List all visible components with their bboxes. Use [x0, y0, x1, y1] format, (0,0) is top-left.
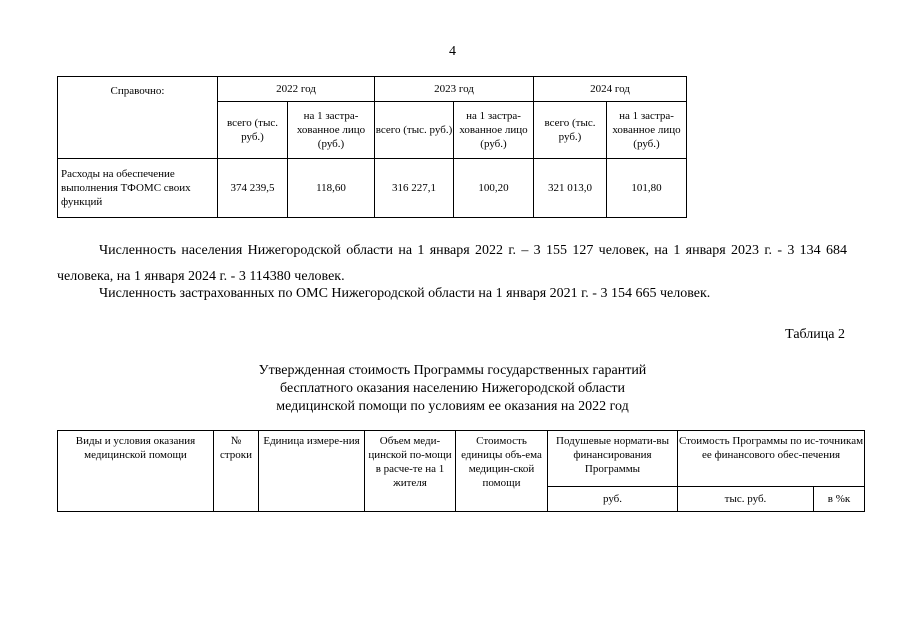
unit-thousand-rub: тыс. руб. — [678, 487, 814, 512]
expense-row-label: Расходы на обеспечение выполнения ТФОМС своих функций — [58, 159, 218, 218]
year-2023-header: 2023 год — [375, 77, 534, 102]
year-2024-header: 2024 год — [534, 77, 687, 102]
value-cell: 316 227,1 — [375, 159, 454, 218]
value-cell: 118,60 — [288, 159, 375, 218]
per-person-subheader: на 1 застра-хованное лицо (руб.) — [454, 102, 534, 159]
value-cell: 321 013,0 — [534, 159, 607, 218]
program-cost-table — [57, 430, 865, 512]
header-volume: Объем меди-цинской по-мощи в расче-те на 1 жителя — [365, 431, 456, 512]
title-line: бесплатного оказания населению Нижегородской области — [280, 381, 625, 396]
header-unit: Единица измере-ния — [259, 431, 365, 512]
table-title — [0, 362, 905, 416]
header-unit-cost: Стоимость единицы объ-ема медицин-ской помощи — [456, 431, 548, 512]
per-person-subheader: на 1 застра-хованное лицо (руб.) — [288, 102, 375, 159]
total-subheader: всего (тыс. руб.) — [218, 102, 288, 159]
header-care-type: Виды и условия оказания медицинской помощи — [58, 431, 214, 512]
per-person-subheader: на 1 застра-хованное лицо (руб.) — [607, 102, 687, 159]
title-line: медицинской помощи по условиям ее оказания на 2022 год — [276, 399, 629, 414]
insured-paragraph: Численность застрахованных по ОМС Нижегородской области на 1 января 2021 г. - 3 154 665 человек. — [99, 286, 711, 301]
header-per-capita: Подушевые нормати-вы финансирования Программы — [548, 431, 678, 487]
total-subheader: всего (тыс. руб.) — [375, 102, 454, 159]
value-cell: 101,80 — [607, 159, 687, 218]
title-line: Утвержденная стоимость Программы государственных гарантий — [258, 363, 647, 378]
reference-table — [57, 76, 687, 218]
table-label: Таблица 2 — [785, 327, 845, 342]
value-cell: 374 239,5 — [218, 159, 288, 218]
total-subheader: всего (тыс. руб.) — [534, 102, 607, 159]
header-row-number: № строки — [214, 431, 259, 512]
reference-header-label: Справочно: — [58, 77, 218, 159]
header-program-cost: Стоимость Программы по ис-точникам ее финансового обес-печения — [678, 431, 865, 487]
unit-rub: руб. — [548, 487, 678, 512]
unit-percent: в %к — [814, 487, 865, 512]
page-number: 4 — [449, 44, 456, 59]
year-2022-header: 2022 год — [218, 77, 375, 102]
population-paragraph: Численность населения Нижегородской области на 1 января 2022 г. – 3 155 127 человек, на 1 января 2023 г. - 3 134 684 человека, на 1 января 2024 г. - 3 114380 человек. — [57, 243, 847, 284]
value-cell: 100,20 — [454, 159, 534, 218]
